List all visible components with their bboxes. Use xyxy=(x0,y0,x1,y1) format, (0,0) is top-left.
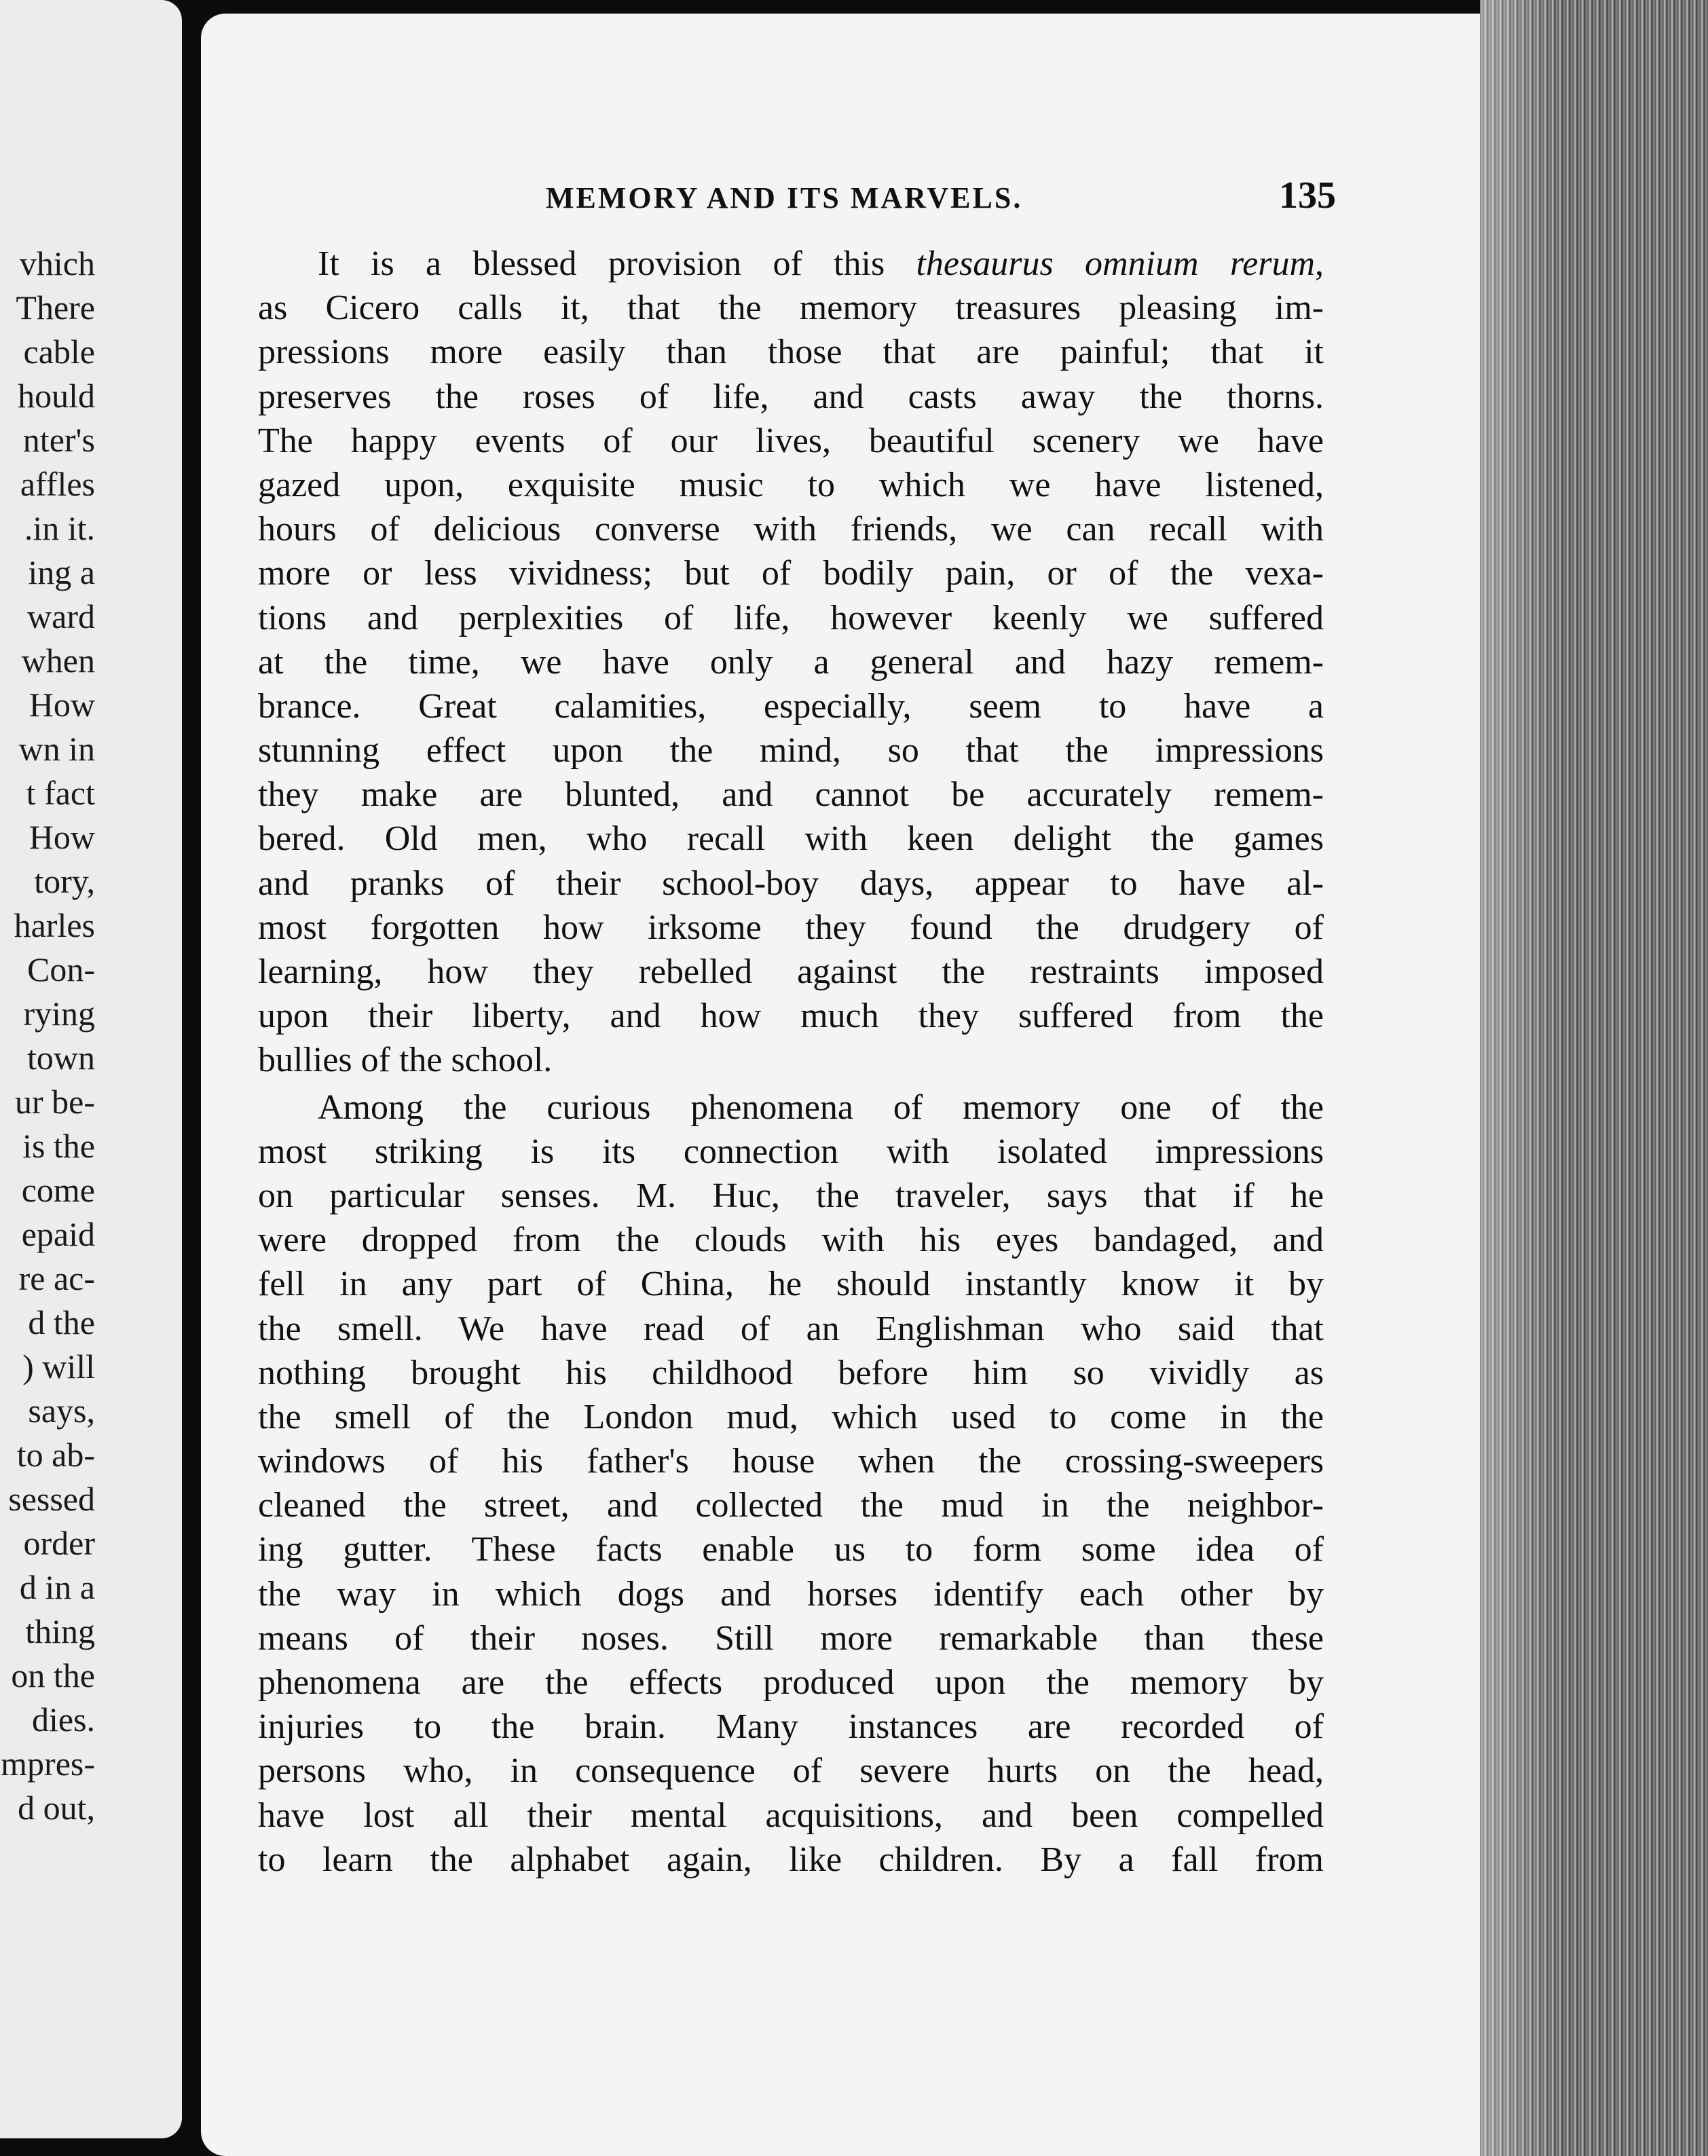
left-page-line: when xyxy=(21,642,95,680)
left-page-line: sessed xyxy=(8,1480,95,1518)
text-line: brance. Great calamities, especially, seem to have a xyxy=(258,686,1324,726)
left-page-line: ) will xyxy=(22,1348,95,1386)
left-page-line: come xyxy=(21,1171,95,1209)
text-line: the way in which dogs and horses identify each other by xyxy=(258,1574,1324,1614)
left-page-line: How xyxy=(29,818,95,856)
left-page-line: affles xyxy=(20,465,95,503)
text-line: stunning effect upon the mind, so that the impressions xyxy=(258,731,1324,770)
latin-phrase: thesaurus omnium rerum xyxy=(916,244,1315,283)
text-line: nothing brought his childhood before him so vividly as xyxy=(258,1353,1324,1392)
left-page-line: town xyxy=(27,1039,95,1077)
text-line: windows of his father's house when the crossing-sweepers xyxy=(258,1442,1324,1481)
left-page-line: cable xyxy=(23,333,95,371)
text-line: preserves the roses of life, and casts away the thorns. xyxy=(258,377,1324,416)
text-line: the smell. We have read of an Englishman who said that xyxy=(258,1309,1324,1348)
text-line: learning, how they rebelled against the restraints imposed xyxy=(258,952,1324,991)
left-page-line: on the xyxy=(11,1656,95,1694)
text-line: most striking is its connection with isolated impressions xyxy=(258,1132,1324,1171)
text-line: Among the curious phenomena of memory one of the xyxy=(318,1088,1324,1127)
text-line: cleaned the street, and collected the mud in the neighbor- xyxy=(258,1486,1324,1525)
left-page-line: Con- xyxy=(27,950,95,988)
text-line: pressions more easily than those that are painful; that it xyxy=(258,333,1324,372)
text-line: gazed upon, exquisite music to which we have listened, xyxy=(258,465,1324,504)
text-line: on particular senses. M. Huc, the traveler, says that if he xyxy=(258,1176,1324,1215)
text-line: most forgotten how irksome they found the drudgery of xyxy=(258,908,1324,947)
left-page-line: re ac- xyxy=(18,1259,95,1297)
text-run: It is a blessed provision of this xyxy=(318,244,916,283)
text-line: more or less vividness; but of bodily pain, or of the vexa- xyxy=(258,554,1324,593)
left-page-line: wn in xyxy=(18,730,95,768)
body-text xyxy=(258,242,1324,1882)
text-line: The happy events of our lives, beautiful scenery we have xyxy=(258,421,1324,460)
text-line: have lost all their mental acquisitions, and been compelled xyxy=(258,1796,1324,1835)
left-facing-page xyxy=(0,0,182,2138)
left-page-line: dies. xyxy=(31,1700,95,1739)
left-page-line: mpres- xyxy=(1,1745,95,1783)
text-line: upon their liberty, and how much they suffered from the xyxy=(258,997,1324,1036)
page-edge-shadow xyxy=(1480,0,1561,2156)
left-page-line: epaid xyxy=(21,1215,95,1253)
left-page-line: vhich xyxy=(19,244,95,282)
text-line xyxy=(258,242,1324,286)
left-page-line: t fact xyxy=(26,774,95,812)
left-page-line: nter's xyxy=(22,421,95,459)
left-page-line: to ab- xyxy=(16,1436,95,1474)
page-header xyxy=(329,167,1336,228)
running-head: MEMORY AND ITS MARVELS. xyxy=(546,181,1023,215)
text-line: the smell of the London mud, which used to come in the xyxy=(258,1397,1324,1436)
text-line: phenomena are the effects produced upon the memory by xyxy=(258,1663,1324,1702)
text-line: tions and perplexities of life, however keenly we suffered xyxy=(258,598,1324,637)
left-page-line: ward xyxy=(27,597,95,635)
left-page-line: rying xyxy=(23,995,95,1033)
text-line: bered. Old men, who recall with keen delight the games xyxy=(258,819,1324,859)
left-page-line: How xyxy=(29,686,95,724)
left-page-text-column xyxy=(0,242,95,1830)
text-line: persons who, in consequence of severe hurts on the head, xyxy=(258,1751,1324,1791)
left-page-line: ur be- xyxy=(15,1083,95,1121)
text-line: and pranks of their school-boy days, appear to have al- xyxy=(258,863,1324,903)
left-page-line: tory, xyxy=(34,862,95,900)
left-page-line: hould xyxy=(18,377,95,415)
text-line: at the time, we have only a general and hazy remem- xyxy=(258,642,1324,682)
left-page-line: harles xyxy=(14,906,95,944)
text-line: fell in any part of China, he should instantly know it by xyxy=(258,1265,1324,1304)
left-page-line: .in it. xyxy=(24,509,95,547)
left-page-line: d the xyxy=(28,1303,95,1341)
text-line: they make are blunted, and cannot be accurately remem- xyxy=(258,775,1324,815)
left-page-line: There xyxy=(16,289,95,327)
text-line: were dropped from the clouds with his eyes bandaged, and xyxy=(258,1221,1324,1260)
text-line: injuries to the brain. Many instances are recorded of xyxy=(258,1707,1324,1747)
text-line: to learn the alphabet again, like children. By a fall from xyxy=(258,1840,1324,1879)
text-line: ing gutter. These facts enable us to form some idea of xyxy=(258,1530,1324,1569)
text-line: as Cicero calls it, that the memory treasures pleasing im- xyxy=(258,289,1324,328)
text-line: bullies of the school. xyxy=(258,1041,553,1080)
left-page-line: order xyxy=(23,1524,95,1562)
text-run: , xyxy=(1315,244,1324,283)
text-line: means of their noses. Still more remarkable than these xyxy=(258,1618,1324,1658)
left-page-line: d in a xyxy=(19,1568,95,1606)
left-page-line: d out, xyxy=(18,1789,95,1827)
left-page-line: is the xyxy=(22,1127,95,1165)
left-page-line: says, xyxy=(28,1392,95,1430)
left-page-line: ing a xyxy=(28,553,95,591)
text-line: hours of delicious converse with friends, we can recall with xyxy=(258,510,1324,549)
left-page-line: thing xyxy=(25,1612,95,1650)
page-number: 135 xyxy=(1279,174,1336,217)
